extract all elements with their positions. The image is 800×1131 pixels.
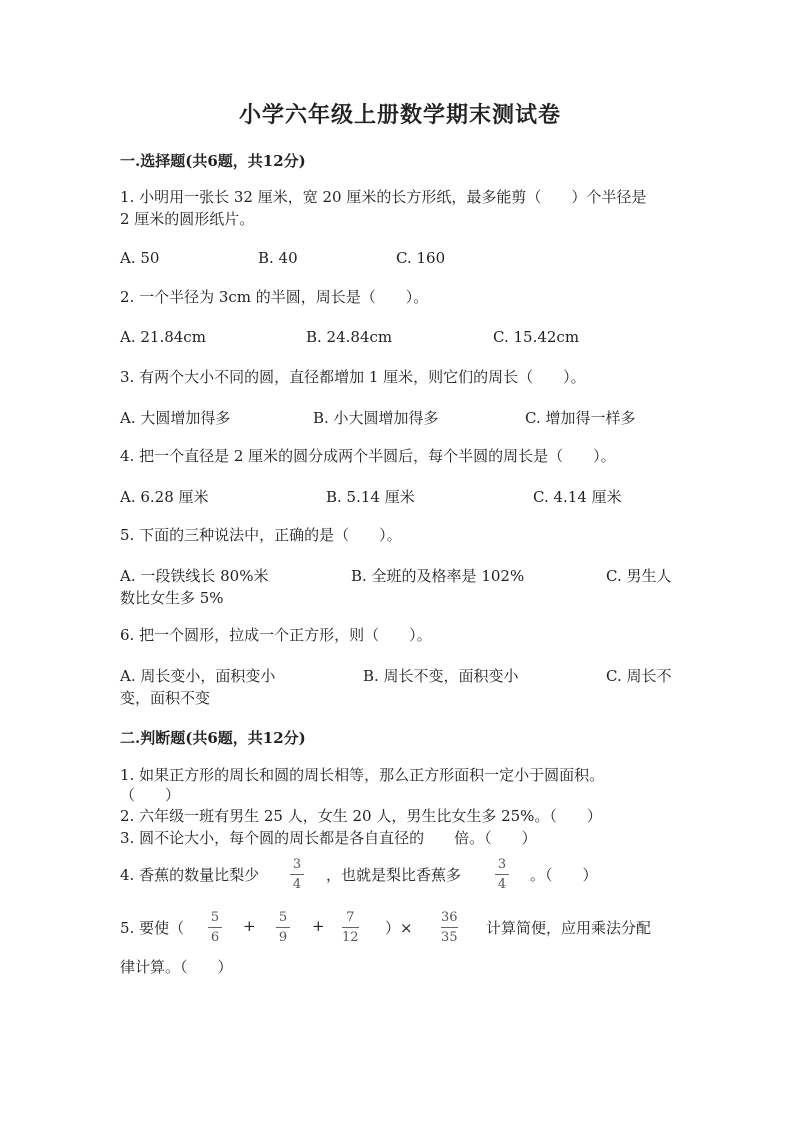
section-heading-judgement: 二.判断题(共6题，共12分) (120, 729, 306, 747)
judgement-4-part1: 4. 香蕉的数量比梨少 (120, 866, 260, 884)
fraction-denominator: 12 (342, 930, 359, 945)
fraction-numerator: 3 (497, 857, 507, 872)
fraction-three-quarters (495, 856, 509, 893)
question-1-option-c: C. 160 (396, 249, 446, 267)
question-2-option-b: B. 24.84cm (306, 328, 393, 346)
question-4-option-c: C. 4.14 厘米 (533, 488, 622, 506)
question-5-option-c-cont: 数比女生多 5% (120, 589, 224, 607)
question-3-option-b: B. 小大圆增加得多 (313, 409, 439, 427)
fraction-denominator: 4 (497, 877, 507, 892)
fraction-seven-twelfths (342, 909, 359, 946)
question-2-option-c: C. 15.42cm (493, 328, 580, 346)
fraction-denominator: 4 (292, 877, 302, 892)
fraction-numerator: 7 (346, 910, 355, 925)
fraction-bar (290, 874, 304, 875)
judgement-5-part2: 计算简便，应用乘法分配 (486, 919, 652, 937)
section-heading-choice: 一.选择题(共6题，共12分) (120, 152, 306, 170)
question-5-text: 5. 下面的三种说法中，正确的是（ ）。 (120, 526, 402, 544)
question-1-option-a: A. 50 (120, 249, 160, 267)
fraction-denominator: 6 (210, 930, 220, 945)
question-6-option-c-cont: 变，面积不变 (120, 689, 211, 707)
question-6-text: 6. 把一个圆形，拉成一个正方形，则（ ）。 (120, 626, 432, 644)
fraction-bar (342, 927, 359, 928)
judgement-2-text: 2. 六年级一班有男生 25 人，女生 20 人，男生比女生多 25%。（ ） (120, 807, 602, 825)
fraction-bar (495, 874, 509, 875)
question-5-option-a: A. 一段铁线长 80%米 (120, 567, 269, 585)
fraction-numerator: 36 (441, 910, 458, 925)
judgement-4-part2: ，也就是梨比香蕉多 (326, 866, 462, 884)
question-6-option-a: A. 周长变小，面积变小 (120, 667, 276, 685)
judgement-1-text-cont: （ ） (120, 786, 181, 804)
question-3-text: 3. 有两个大小不同的圆，直径都增加 1 厘米，则它们的周长（ ）。 (120, 368, 586, 386)
fraction-bar (441, 927, 458, 928)
fraction-bar (208, 927, 222, 928)
question-5-option-c: C. 男生人 (606, 567, 672, 585)
page-title: 小学六年级上册数学期末测试卷 (238, 102, 561, 128)
question-4-option-a: A. 6.28 厘米 (120, 488, 209, 506)
fraction-numerator: 5 (278, 910, 288, 925)
fraction-denominator: 35 (441, 930, 458, 945)
plus-sign: + (243, 917, 256, 935)
question-1-text-cont: 2 厘米的圆形纸片。 (120, 210, 255, 228)
fraction-numerator: 5 (210, 910, 220, 925)
question-1-option-b: B. 40 (258, 249, 298, 267)
fraction-thirtysix-thirtyfifths (441, 909, 458, 946)
question-5-option-b: B. 全班的及格率是 102% (351, 567, 525, 585)
plus-sign: + (312, 917, 325, 935)
judgement-4-part3: 。（ ） (530, 866, 598, 884)
judgement-5-text-cont: 律计算。（ ） (120, 958, 233, 976)
fraction-five-sixths (208, 909, 222, 946)
fraction-five-ninths (276, 909, 290, 946)
fraction-bar (276, 927, 290, 928)
fraction-three-quarters (290, 856, 304, 893)
fraction-numerator: 3 (292, 857, 302, 872)
fraction-denominator: 9 (278, 930, 288, 945)
judgement-5-part1: 5. 要使（ (120, 919, 185, 937)
question-3-option-a: A. 大圆增加得多 (120, 409, 231, 427)
close-paren-times: ）× (385, 919, 413, 937)
question-3-option-c: C. 增加得一样多 (525, 409, 636, 427)
question-6-option-b: B. 周长不变，面积变小 (363, 667, 519, 685)
question-2-option-a: A. 21.84cm (120, 328, 206, 346)
question-2-text: 2. 一个半径为 3cm 的半圆，周长是（ ）。 (120, 288, 429, 306)
question-6-option-c: C. 周长不 (606, 667, 672, 685)
judgement-3-text: 3. 圆不论大小，每个圆的周长都是各自直径的 倍。（ ） (120, 829, 537, 847)
question-4-text: 4. 把一个直径是 2 厘米的圆分成两个半圆后，每个半圆的周长是（ ）。 (120, 447, 616, 465)
question-4-option-b: B. 5.14 厘米 (326, 488, 415, 506)
question-1-text: 1. 小明用一张长 32 厘米，宽 20 厘米的长方形纸，最多能剪（ ）个半径是 (120, 188, 647, 206)
judgement-1-text: 1. 如果正方形的周长和圆的周长相等，那么正方形面积一定小于圆面积。 (120, 766, 605, 784)
